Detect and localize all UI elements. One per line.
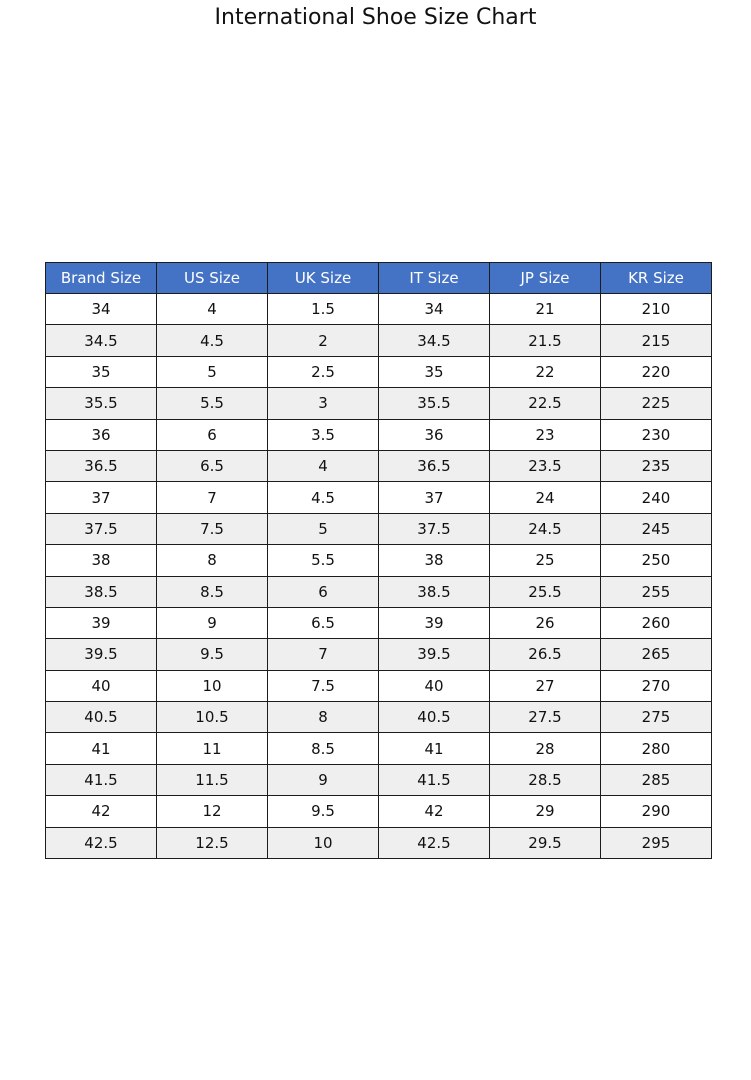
table-row <box>46 356 712 387</box>
table-cell: 5.5 <box>157 388 268 419</box>
table-cell: 29 <box>490 796 601 827</box>
table-cell: 295 <box>601 827 712 858</box>
table-cell: 4 <box>157 294 268 325</box>
table-cell: 280 <box>601 733 712 764</box>
table-cell: 4 <box>268 450 379 481</box>
table-cell: 41.5 <box>379 764 490 795</box>
table-cell: 39.5 <box>379 639 490 670</box>
table-cell: 39.5 <box>46 639 157 670</box>
table-cell: 38 <box>46 545 157 576</box>
table-cell: 3.5 <box>268 419 379 450</box>
table-cell: 35.5 <box>379 388 490 419</box>
header-row <box>46 263 712 294</box>
table-cell: 34.5 <box>46 325 157 356</box>
table-cell: 24.5 <box>490 513 601 544</box>
table-row <box>46 639 712 670</box>
table-cell: 255 <box>601 576 712 607</box>
table-cell: 41 <box>46 733 157 764</box>
table-cell: 4.5 <box>268 482 379 513</box>
table-cell: 37.5 <box>46 513 157 544</box>
table-cell: 265 <box>601 639 712 670</box>
table-row <box>46 388 712 419</box>
table-cell: 220 <box>601 356 712 387</box>
page-title: International Shoe Size Chart <box>214 5 537 30</box>
table-cell: 3 <box>268 388 379 419</box>
table-cell: 41 <box>379 733 490 764</box>
table-cell: 21.5 <box>490 325 601 356</box>
table-cell: 5 <box>157 356 268 387</box>
table-cell: 41.5 <box>46 764 157 795</box>
table-cell: 225 <box>601 388 712 419</box>
table-row <box>46 607 712 638</box>
table-cell: 40.5 <box>379 702 490 733</box>
table-row <box>46 545 712 576</box>
table-cell: 35.5 <box>46 388 157 419</box>
table-cell: 23 <box>490 419 601 450</box>
table-cell: 28 <box>490 733 601 764</box>
table-cell: 2.5 <box>268 356 379 387</box>
table-cell: 26.5 <box>490 639 601 670</box>
table-cell: 39 <box>46 607 157 638</box>
table-cell: 7 <box>268 639 379 670</box>
table-row <box>46 827 712 858</box>
table-row <box>46 513 712 544</box>
table-cell: 4.5 <box>157 325 268 356</box>
shoe-size-table <box>45 262 712 859</box>
table-cell: 250 <box>601 545 712 576</box>
table-cell: 11 <box>157 733 268 764</box>
table-cell: 10 <box>157 670 268 701</box>
table-cell: 40.5 <box>46 702 157 733</box>
table-row <box>46 419 712 450</box>
table-cell: 28.5 <box>490 764 601 795</box>
table-cell: 22.5 <box>490 388 601 419</box>
table-cell: 42 <box>46 796 157 827</box>
table-cell: 36.5 <box>46 450 157 481</box>
table-row <box>46 733 712 764</box>
table-body <box>46 294 712 859</box>
table-cell: 26 <box>490 607 601 638</box>
table-cell: 290 <box>601 796 712 827</box>
table-cell: 34 <box>46 294 157 325</box>
table-header <box>46 263 712 294</box>
table-cell: 6.5 <box>268 607 379 638</box>
table-cell: 245 <box>601 513 712 544</box>
column-header: KR Size <box>601 263 712 294</box>
table-cell: 27.5 <box>490 702 601 733</box>
table-row <box>46 576 712 607</box>
table-cell: 8 <box>157 545 268 576</box>
table-cell: 34 <box>379 294 490 325</box>
table-cell: 35 <box>379 356 490 387</box>
table-cell: 22 <box>490 356 601 387</box>
column-header: JP Size <box>490 263 601 294</box>
table-cell: 9 <box>157 607 268 638</box>
table-cell: 36.5 <box>379 450 490 481</box>
table-cell: 210 <box>601 294 712 325</box>
table-cell: 285 <box>601 764 712 795</box>
table-cell: 38 <box>379 545 490 576</box>
table-cell: 1.5 <box>268 294 379 325</box>
table-cell: 5.5 <box>268 545 379 576</box>
table-cell: 8.5 <box>157 576 268 607</box>
table-cell: 8.5 <box>268 733 379 764</box>
table-cell: 35 <box>46 356 157 387</box>
table-cell: 40 <box>379 670 490 701</box>
table-cell: 37 <box>379 482 490 513</box>
table-cell: 37.5 <box>379 513 490 544</box>
table-row <box>46 325 712 356</box>
table-cell: 29.5 <box>490 827 601 858</box>
table-cell: 6.5 <box>157 450 268 481</box>
table-cell: 260 <box>601 607 712 638</box>
table-cell: 11.5 <box>157 764 268 795</box>
column-header: US Size <box>157 263 268 294</box>
table-cell: 10.5 <box>157 702 268 733</box>
table-row <box>46 796 712 827</box>
table-row <box>46 450 712 481</box>
table-cell: 36 <box>379 419 490 450</box>
table-cell: 240 <box>601 482 712 513</box>
table-cell: 9 <box>268 764 379 795</box>
table-cell: 21 <box>490 294 601 325</box>
table-cell: 37 <box>46 482 157 513</box>
table-cell: 10 <box>268 827 379 858</box>
table-cell: 42.5 <box>46 827 157 858</box>
table-cell: 23.5 <box>490 450 601 481</box>
column-header: UK Size <box>268 263 379 294</box>
table-cell: 270 <box>601 670 712 701</box>
table-cell: 9.5 <box>157 639 268 670</box>
table-cell: 6 <box>268 576 379 607</box>
table-cell: 36 <box>46 419 157 450</box>
table-cell: 27 <box>490 670 601 701</box>
table-cell: 6 <box>157 419 268 450</box>
table-cell: 215 <box>601 325 712 356</box>
column-header: Brand Size <box>46 263 157 294</box>
table-row <box>46 482 712 513</box>
table-cell: 235 <box>601 450 712 481</box>
table-cell: 7.5 <box>157 513 268 544</box>
table-cell: 230 <box>601 419 712 450</box>
table-cell: 5 <box>268 513 379 544</box>
table-cell: 9.5 <box>268 796 379 827</box>
table-cell: 8 <box>268 702 379 733</box>
table-cell: 38.5 <box>379 576 490 607</box>
table-cell: 34.5 <box>379 325 490 356</box>
table-row <box>46 702 712 733</box>
table-cell: 42.5 <box>379 827 490 858</box>
table-cell: 275 <box>601 702 712 733</box>
table-cell: 42 <box>379 796 490 827</box>
table-row <box>46 294 712 325</box>
table-cell: 12.5 <box>157 827 268 858</box>
table-cell: 2 <box>268 325 379 356</box>
table-cell: 25 <box>490 545 601 576</box>
table-cell: 38.5 <box>46 576 157 607</box>
table-cell: 7.5 <box>268 670 379 701</box>
table-cell: 7 <box>157 482 268 513</box>
table-row <box>46 764 712 795</box>
table-cell: 40 <box>46 670 157 701</box>
table-cell: 39 <box>379 607 490 638</box>
column-header: IT Size <box>379 263 490 294</box>
table-cell: 24 <box>490 482 601 513</box>
table-cell: 12 <box>157 796 268 827</box>
table-cell: 25.5 <box>490 576 601 607</box>
table-row <box>46 670 712 701</box>
